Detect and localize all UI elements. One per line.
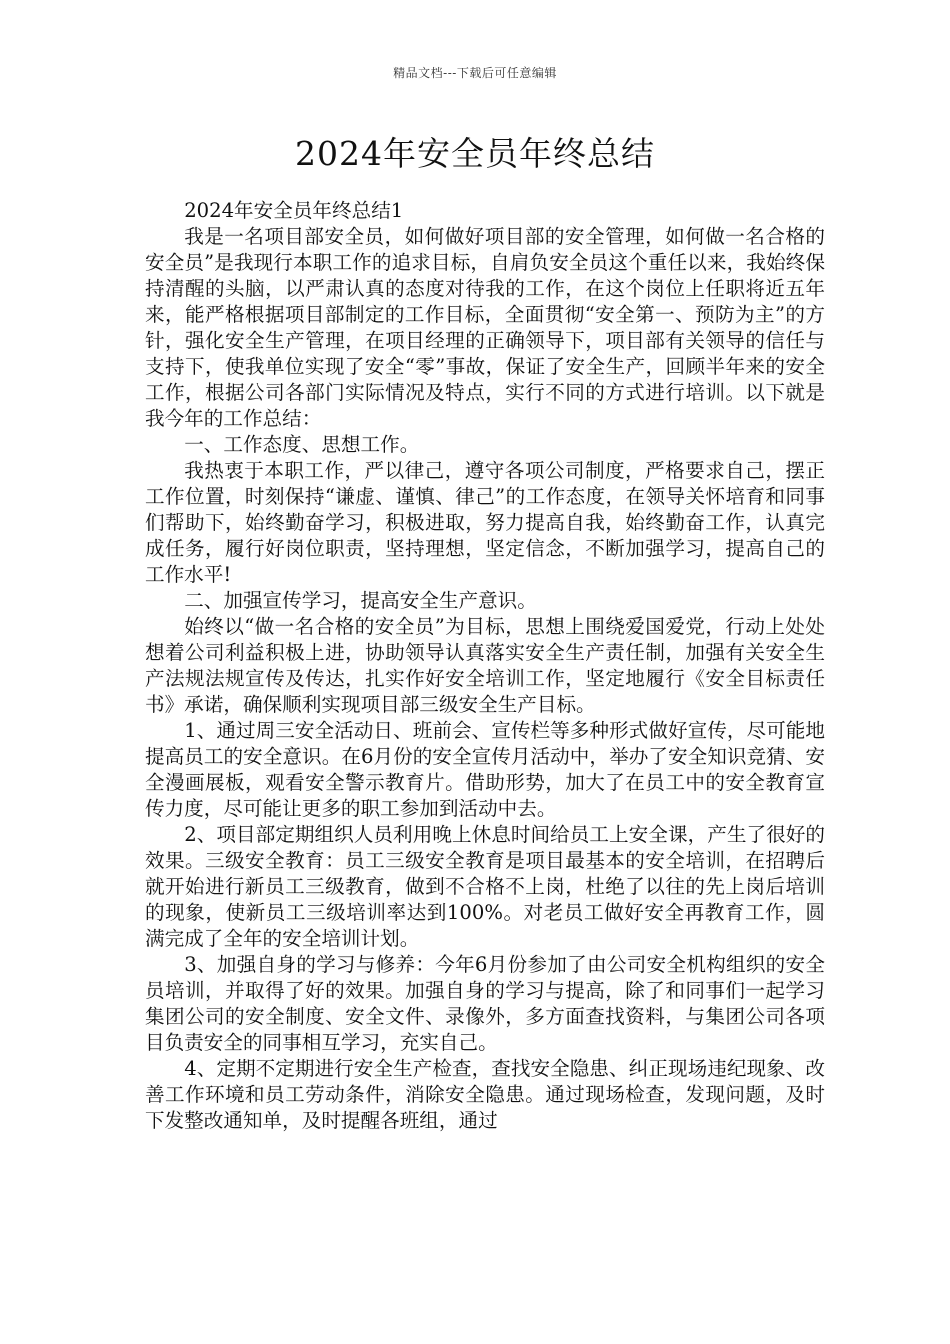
paragraph-subtitle: 2024年安全员年终总结1 — [184, 199, 404, 222]
document-title: 2024年安全员年终总结 — [295, 134, 655, 173]
section-heading-1: 一、工作态度、思想工作。 — [184, 433, 420, 456]
list-item-3: 3、加强自身的学习与修养：今年6月份参加了由公司安全机构组织的安全员培训，并取得了好的效果。加强自身的学习与提高，除了和同事们一起学习集团公司的安全制度、安全文件、录像外，多方面查找资料，与集团公司各项目负责安全的同事相互学习，充实自己。 — [145, 953, 825, 1054]
paragraph-intro: 我是一名项目部安全员，如何做好项目部的安全管理，如何做一名合格的安全员”是我现行本职工作的追求目标，自肩负安全员这个重任以来，我始终保持清醒的头脑，以严肃认真的态度对待我的工作，在这个岗位上任职将近五年来，能严格根据项目部制定的工作目标，全面贯彻“安全第一、预防为主”的方针，强化安全生产管理，在项目经理的正确领导下，项目部有关领导的信任与支持下，使我单位实现了安全“零”事故，保证了安全生产，回顾半年来的安全工作，根据公司各部门实际情况及特点，实行不同的方式进行培训。以下就是我今年的工作总结： — [145, 225, 825, 430]
header-note: 精品文档---下载后可任意编辑 — [393, 66, 557, 80]
list-item-4: 4、定期不定期进行安全生产检查，查找安全隐患、纠正现场违纪现象、改善工作环境和员工劳动条件，消除安全隐患。通过现场检查，发现问题，及时下发整改通知单，及时提醒各班组，通过 — [145, 1057, 825, 1132]
list-item-1: 1、通过周三安全活动日、班前会、宣传栏等多种形式做好宣传，尽可能地提高员工的安全意识。在6月份的安全宣传月活动中，举办了安全知识竞猜、安全漫画展板，观看安全警示教育片。借助形势，加大了在员工中的安全教育宣传力度，尽可能让更多的职工参加到活动中去。 — [145, 719, 825, 820]
paragraph: 始终以“做一名合格的安全员”为目标，思想上围绕爱国爱党，行动上处处想着公司利益积极上进，协助领导认真落实安全生产责任制，加强有关安全生产法规法规宣传及传达，扎实作好安全培训工作，坚定地履行《安全目标责任书》承诺，确保顺利实现项目部三级安全生产目标。 — [145, 615, 825, 716]
document-body — [145, 198, 825, 1134]
list-item-2: 2、项目部定期组织人员利用晚上休息时间给员工上安全课，产生了很好的效果。三级安全教育：员工三级安全教育是项目最基本的安全培训，在招聘后就开始进行新员工三级教育，做到不合格不上岗，杜绝了以往的先上岗后培训的现象，使新员工三级培训率达到100%。对老员工做好安全再教育工作，圆满完成了全年的安全培训计划。 — [145, 823, 825, 950]
section-heading-2: 二、加强宣传学习，提高安全生产意识。 — [184, 589, 537, 612]
paragraph: 我热衷于本职工作，严以律己，遵守各项公司制度，严格要求自己，摆正工作位置，时刻保持“谦虚、谨慎、律己”的工作态度，在领导关怀培育和同事们帮助下，始终勤奋学习，积极进取，努力提高自我，始终勤奋工作，认真完成任务，履行好岗位职责，坚持理想，坚定信念，不断加强学习，提高自己的工作水平! — [145, 459, 825, 586]
